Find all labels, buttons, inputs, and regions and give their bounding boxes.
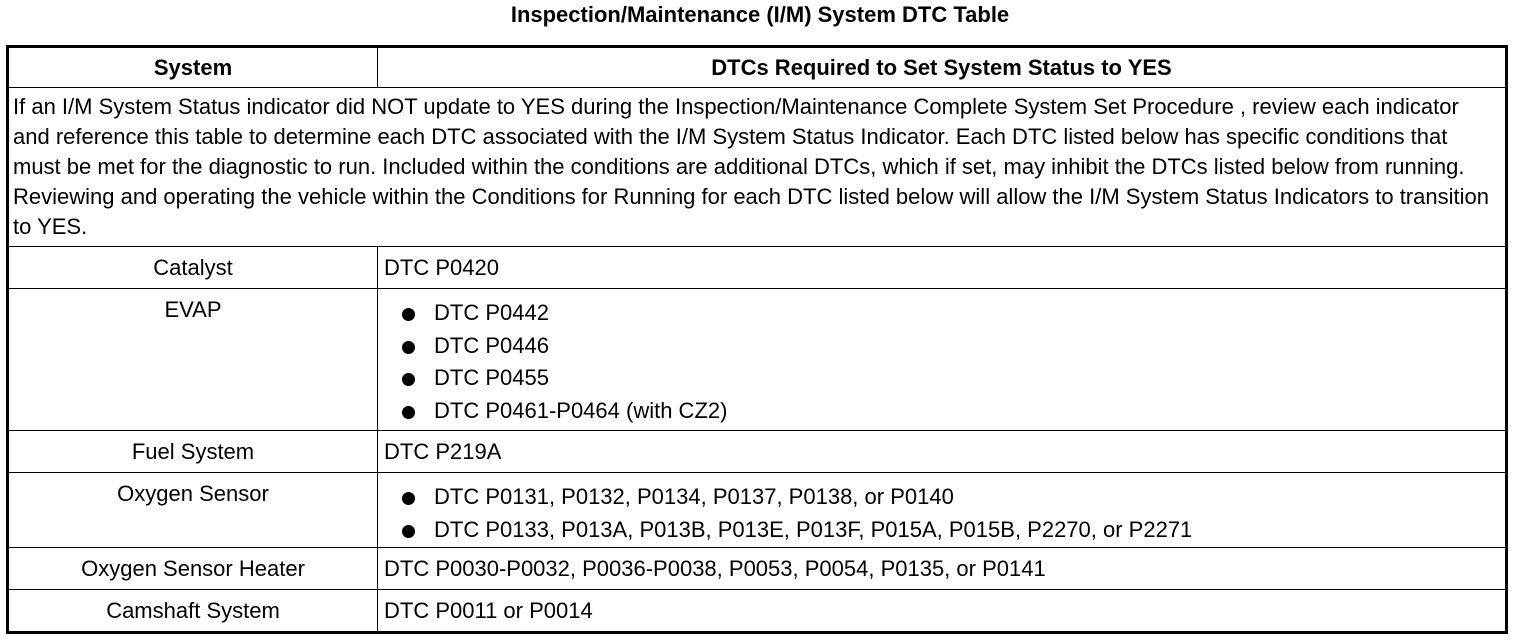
intro-text: If an I/M System Status indicator did NOT update to YES during the Inspection/Maintenance Complete System Set Procedure , review each indicator and reference this table to determine each DTC associated with the I/M System Status Indicator. Each DTC listed below has specific conditions that must be met for the diagnostic to run. Included within the conditions are additional DTCs, which if set, may inhibit the DTCs listed below from running. Reviewing and operating the vehicle within the Conditions for Running for each DTC listed below will allow the I/M System Status Indicators to transition to YES.: [8, 88, 1507, 247]
list-item: [402, 514, 1499, 547]
system-cell: Oxygen Sensor Heater: [8, 548, 378, 590]
dtc-text: DTC P0131, P0132, P0134, P0137, P0138, or P0140: [434, 484, 954, 509]
table-row: [8, 247, 1507, 289]
dtc-table: [6, 45, 1508, 634]
dtc-text: DTC P0446: [434, 332, 549, 358]
dtc-text: DTC P0133, P013A, P013B, P013E, P013F, P015A, P015B, P2270, or P2271: [434, 516, 1193, 542]
list-item: [402, 297, 1499, 330]
bullet-icon: [402, 492, 415, 505]
bullet-icon: [402, 525, 415, 538]
system-cell: Oxygen Sensor: [8, 473, 378, 548]
system-cell: Fuel System: [8, 431, 378, 473]
bullet-icon: [402, 341, 415, 354]
dtc-list: [384, 481, 1499, 546]
dtc-cell: DTC P0420: [378, 247, 1507, 289]
table-row: [8, 590, 1507, 633]
dtc-text: DTC P0461-P0464 (with CZ2): [434, 397, 728, 423]
list-item: [402, 481, 1499, 514]
system-cell: Camshaft System: [8, 590, 378, 633]
list-item: [402, 395, 1499, 428]
table-row: [8, 289, 1507, 431]
header-row: [8, 47, 1507, 88]
dtc-cell: DTC P0011 or P0014: [378, 590, 1507, 633]
table-row: [8, 473, 1507, 548]
list-item: [402, 330, 1499, 363]
dtc-text: DTC P0455: [434, 365, 549, 390]
system-cell: EVAP: [8, 289, 378, 431]
dtc-cell: DTC P0030-P0032, P0036-P0038, P0053, P0054, P0135, or P0141: [378, 548, 1507, 590]
header-dtcs: DTCs Required to Set System Status to YES: [378, 47, 1507, 88]
table-row: [8, 548, 1507, 590]
dtc-cell: [378, 473, 1507, 548]
dtc-text: DTC P0442: [434, 300, 549, 325]
intro-row: [8, 88, 1507, 247]
dtc-cell: DTC P219A: [378, 431, 1507, 473]
table-title: Inspection/Maintenance (I/M) System DTC Table: [510, 2, 1010, 27]
bullet-icon: [402, 308, 415, 321]
system-cell: Catalyst: [8, 247, 378, 289]
bullet-icon: [402, 406, 415, 419]
list-item: [402, 362, 1499, 395]
header-system: System: [8, 47, 378, 88]
bullet-icon: [402, 373, 415, 386]
dtc-list: [384, 297, 1499, 427]
dtc-cell: [378, 289, 1507, 431]
table-row: [8, 431, 1507, 473]
